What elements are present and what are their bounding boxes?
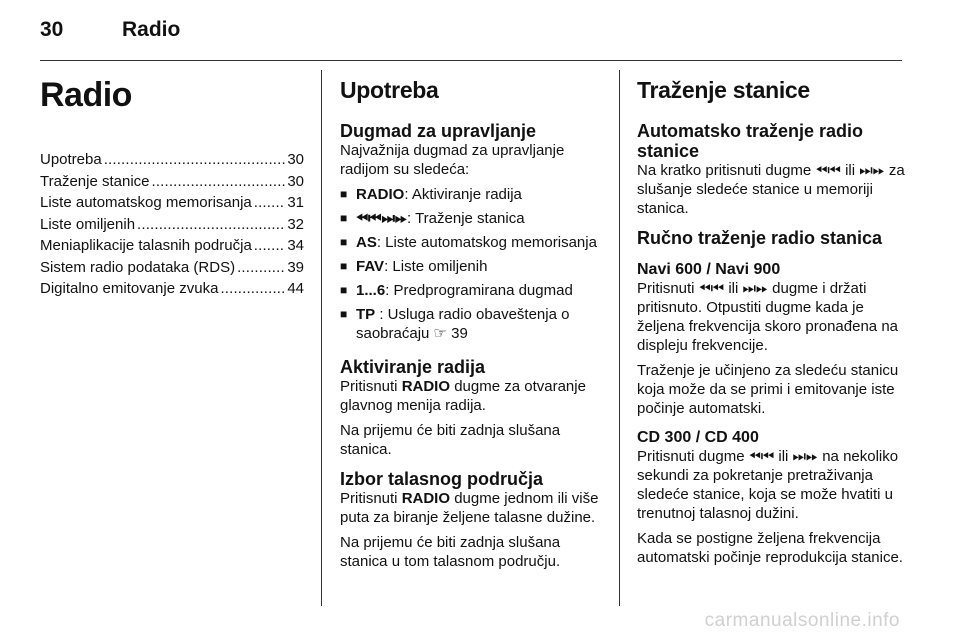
navi-paragraph-2: Traženje je učinjeno za sledeću stanicu koja može da se primi i emitovanje iste počinje automatski. — [637, 362, 899, 417]
band-text-pre: Pritisnuti — [340, 490, 402, 507]
bullet-icon: ■ — [340, 187, 348, 201]
activation-paragraph-2: Na prijemu će biti zadnja slušana stanica. — [340, 422, 561, 458]
toc-entry-page: 30 — [287, 151, 304, 168]
toc-entry[interactable] — [40, 192, 304, 214]
toc-leader-dots — [152, 171, 286, 193]
toc-entry[interactable] — [40, 214, 304, 236]
control-description: : Liste automatskog memorisanja — [376, 234, 597, 251]
toc-entry-page: 30 — [287, 172, 304, 190]
toc-leader-dots — [237, 257, 285, 279]
subtitle-auto-search: Automatsko traženje radio stanice — [637, 121, 864, 161]
toc-leader-dots — [254, 235, 286, 257]
toc-entry-label: Liste automatskog memorisanja — [40, 194, 252, 211]
subtitle-controls: Dugmad za upravljanje — [340, 121, 537, 141]
bullet-icon: ■ — [340, 307, 348, 321]
toc-entry-label: Sistem radio podataka (RDS) — [40, 258, 236, 276]
controls-list-item — [340, 257, 604, 276]
subtitle-band: Izbor talasnog područja — [340, 469, 544, 489]
control-description: : Predprogramirana dugmad — [385, 282, 573, 299]
band-text-post: dugme jednom ili više puta za biranje željene talasne dužine. — [340, 490, 599, 526]
toc-entry-page: 34 — [287, 237, 304, 254]
subtitle-activation: Aktiviranje radija — [340, 357, 486, 377]
control-key: TP — [356, 306, 376, 323]
navi-paragraph-1: Pritisnuti ⏪︎⏮︎ ili ⏭︎⏩︎ dugme i držati pritisnuto. Otpustiti dugme kada je željena frekvencija skoro pronađena na displeju frekvencije. — [637, 280, 898, 354]
control-key: AS — [356, 234, 377, 251]
toc-entry[interactable] — [40, 171, 304, 193]
subtitle-manual-search: Ručno traženje radio stanica — [637, 228, 883, 248]
activation-text-post: dugme za otvaranje glavnog menija radija. — [340, 378, 586, 414]
activation-text-pre: Pritisnuti — [340, 378, 402, 395]
upotreba-column — [340, 72, 604, 577]
watermark: carmanualsonline.info — [704, 610, 900, 631]
control-description: : Usluga radio obaveštenja o saobraćaju ☞ 39 — [356, 306, 570, 342]
toc-entry-page: 44 — [287, 280, 304, 297]
band-paragraph-1 — [340, 489, 604, 527]
column-divider-2 — [619, 70, 620, 606]
toc-leader-dots — [254, 192, 286, 214]
controls-list-item — [340, 305, 604, 343]
bullet-icon: ■ — [340, 259, 348, 273]
control-description: : Liste omiljenih — [384, 258, 488, 275]
controls-list-item — [340, 281, 604, 300]
bullet-icon: ■ — [340, 235, 348, 249]
toc-entry-label: Traženje stanice — [40, 172, 150, 190]
radio-key-label: RADIO — [401, 378, 451, 395]
band-paragraph-2: Na prijemu će biti zadnja slušana stanica u tom talasnom području. — [340, 534, 561, 570]
toc-entry-label: Liste omiljenih — [40, 215, 136, 233]
section-title-upotreba: Upotreba — [340, 77, 439, 103]
page-number: 30 — [40, 18, 64, 41]
controls-list-item — [340, 233, 604, 252]
bullet-icon: ■ — [340, 283, 348, 297]
bullet-icon: ■ — [340, 211, 348, 225]
toc-entry-page: 31 — [287, 194, 304, 211]
header-rule — [40, 60, 902, 61]
toc-entry-label: Upotreba — [40, 151, 102, 168]
cd-paragraph-2: Kada se postigne željena frekvencija automatski počinje reprodukcija stanice. — [637, 530, 903, 566]
control-key: RADIO — [356, 186, 405, 203]
control-description: : Aktiviranje radija — [404, 186, 522, 203]
subtitle-navi: Navi 600 / Navi 900 — [637, 261, 781, 278]
toc-column — [40, 72, 304, 300]
toc-entry-label: Meniaplikacije talasnih područja — [40, 237, 252, 254]
control-key: 1...6 — [356, 282, 386, 299]
control-key: ⏪︎⏮︎⏭︎⏩︎ — [356, 210, 408, 227]
toc-leader-dots — [104, 149, 286, 171]
section-name: Radio — [122, 18, 181, 41]
subtitle-cd: CD 300 / CD 400 — [637, 429, 759, 446]
toc-entry-label: Digitalno emitovanje zvuka — [40, 280, 219, 297]
auto-search-paragraph: Na kratko pritisnuti dugme ⏪︎⏮︎ ili ⏭︎⏩︎ za slušanje sledeće stanice u memoriji stanica. — [637, 162, 905, 217]
toc-entry[interactable] — [40, 235, 304, 257]
section-title-trazenje: Traženje stanice — [637, 77, 810, 103]
chapter-title: Radio — [40, 76, 132, 114]
controls-list — [340, 185, 604, 343]
toc-entry-page: 32 — [287, 215, 304, 233]
toc-entry[interactable] — [40, 257, 304, 279]
control-key: FAV — [356, 258, 385, 275]
controls-list-item — [340, 185, 604, 204]
toc-list — [40, 149, 304, 300]
trazenje-column — [637, 72, 907, 573]
toc-leader-dots — [137, 214, 285, 236]
toc-entry[interactable] — [40, 278, 304, 300]
control-description: : Traženje stanica — [407, 210, 525, 227]
toc-entry-page: 39 — [287, 258, 304, 276]
radio-key-label: RADIO — [401, 490, 451, 507]
controls-list-item — [340, 209, 604, 228]
page-header — [40, 18, 180, 48]
toc-entry[interactable] — [40, 149, 304, 171]
activation-paragraph-1 — [340, 377, 604, 415]
cd-paragraph-1: Pritisnuti dugme ⏪︎⏮︎ ili ⏭︎⏩︎ na nekoliko sekundi za pokretanje pretraživanja sledeće stanice, koja se može hvatiti u trenutnoj talasnoj dužini. — [637, 448, 899, 522]
toc-leader-dots — [220, 278, 285, 300]
column-divider-1 — [321, 70, 322, 606]
controls-intro: Najvažnija dugmad za upravljanje radijom su sledeća: — [340, 142, 565, 178]
